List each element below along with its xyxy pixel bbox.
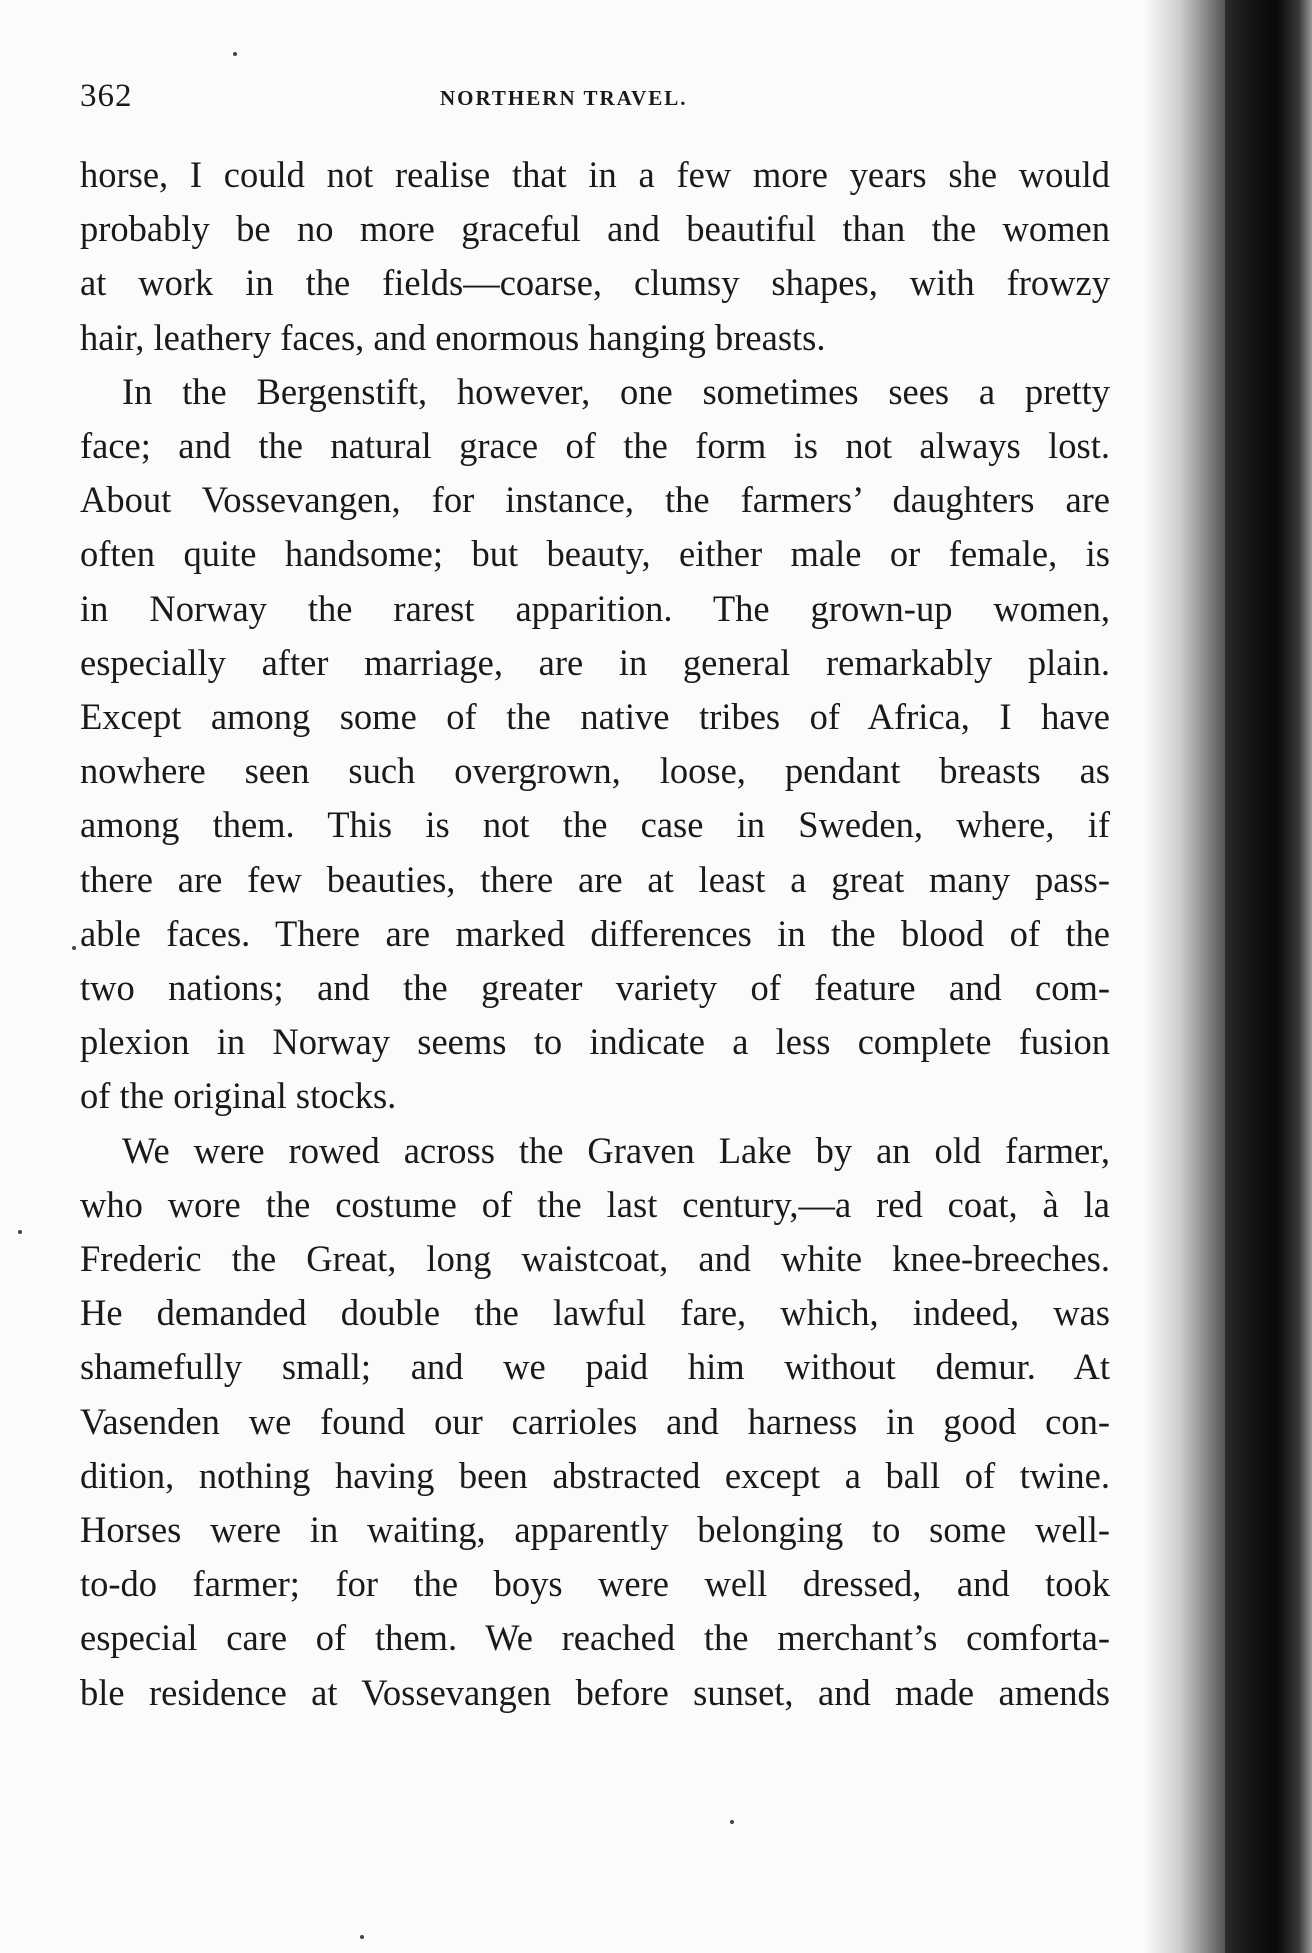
text-line: often quite handsome; but beauty, either male or female, is — [80, 533, 1110, 575]
page-number: 362 — [80, 78, 133, 114]
binding-gutter-shadow — [1145, 0, 1312, 1953]
text-line: there are few beauties, there are at least a great many pass- — [80, 858, 1110, 900]
text-line: He demanded double the lawful fare, which, indeed, was — [80, 1292, 1110, 1334]
text-line: able faces. There are marked differences in the blood of the — [80, 912, 1110, 954]
text-line: About Vossevangen, for instance, the farmers’ daughters are — [80, 479, 1110, 521]
text-line: We were rowed across the Graven Lake by an old farmer, — [122, 1129, 1110, 1171]
text-line: especial care of them. We reached the merchant’s comforta- — [80, 1617, 1110, 1659]
text-line: face; and the natural grace of the form is not always lost. — [80, 425, 1110, 467]
text-line: of the original stocks. — [80, 1075, 397, 1117]
text-line: among them. This is not the case in Sweden, where, if — [80, 804, 1110, 846]
paper-speck — [233, 52, 237, 56]
text-line: horse, I could not realise that in a few more years she would — [80, 154, 1110, 195]
gutter-dark — [1225, 0, 1312, 1953]
text-line: nowhere seen such overgrown, loose, pendant breasts as — [80, 750, 1110, 792]
text-line: Except among some of the native tribes of Africa, I have — [80, 696, 1110, 738]
text-line: two nations; and the greater variety of feature and com- — [80, 967, 1110, 1009]
text-line: in Norway the rarest apparition. The grown-up women, — [80, 587, 1110, 629]
text-line: Frederic the Great, long waistcoat, and white knee-breeches. — [80, 1238, 1110, 1280]
paper-speck — [72, 946, 76, 950]
text-line: shamefully small; and we paid him without demur. At — [80, 1346, 1110, 1388]
text-line: dition, nothing having been abstracted except a ball of twine. — [80, 1454, 1110, 1496]
text-line: In the Bergenstift, however, one sometimes sees a pretty — [122, 370, 1110, 412]
body-text — [80, 148, 1110, 1720]
paper-speck — [18, 1230, 22, 1234]
text-line: to-do farmer; for the boys were well dressed, and took — [80, 1563, 1110, 1605]
text-line: who wore the costume of the last century,—a red coat, à la — [80, 1183, 1110, 1225]
text-line: at work in the fields—coarse, clumsy shapes, with frowzy — [80, 262, 1110, 304]
text-line: Horses were in waiting, apparently belonging to some well- — [80, 1509, 1110, 1551]
paper-speck — [360, 1935, 364, 1939]
text-line: especially after marriage, are in general remarkably plain. — [80, 641, 1110, 683]
text-line: hair, leathery faces, and enormous hanging breasts. — [80, 316, 826, 358]
text-line: ble residence at Vossevangen before sunset, and made amends — [80, 1671, 1110, 1713]
text-line: probably be no more graceful and beautiful than the women — [80, 208, 1110, 250]
paper-speck — [730, 1820, 734, 1824]
text-line: Vasenden we found our carrioles and harness in good con- — [80, 1400, 1110, 1442]
running-title: NORTHERN TRAVEL. — [440, 86, 688, 110]
gutter-fade — [1145, 0, 1225, 1953]
text-line: plexion in Norway seems to indicate a less complete fusion — [80, 1021, 1110, 1063]
page-header — [80, 78, 1110, 118]
